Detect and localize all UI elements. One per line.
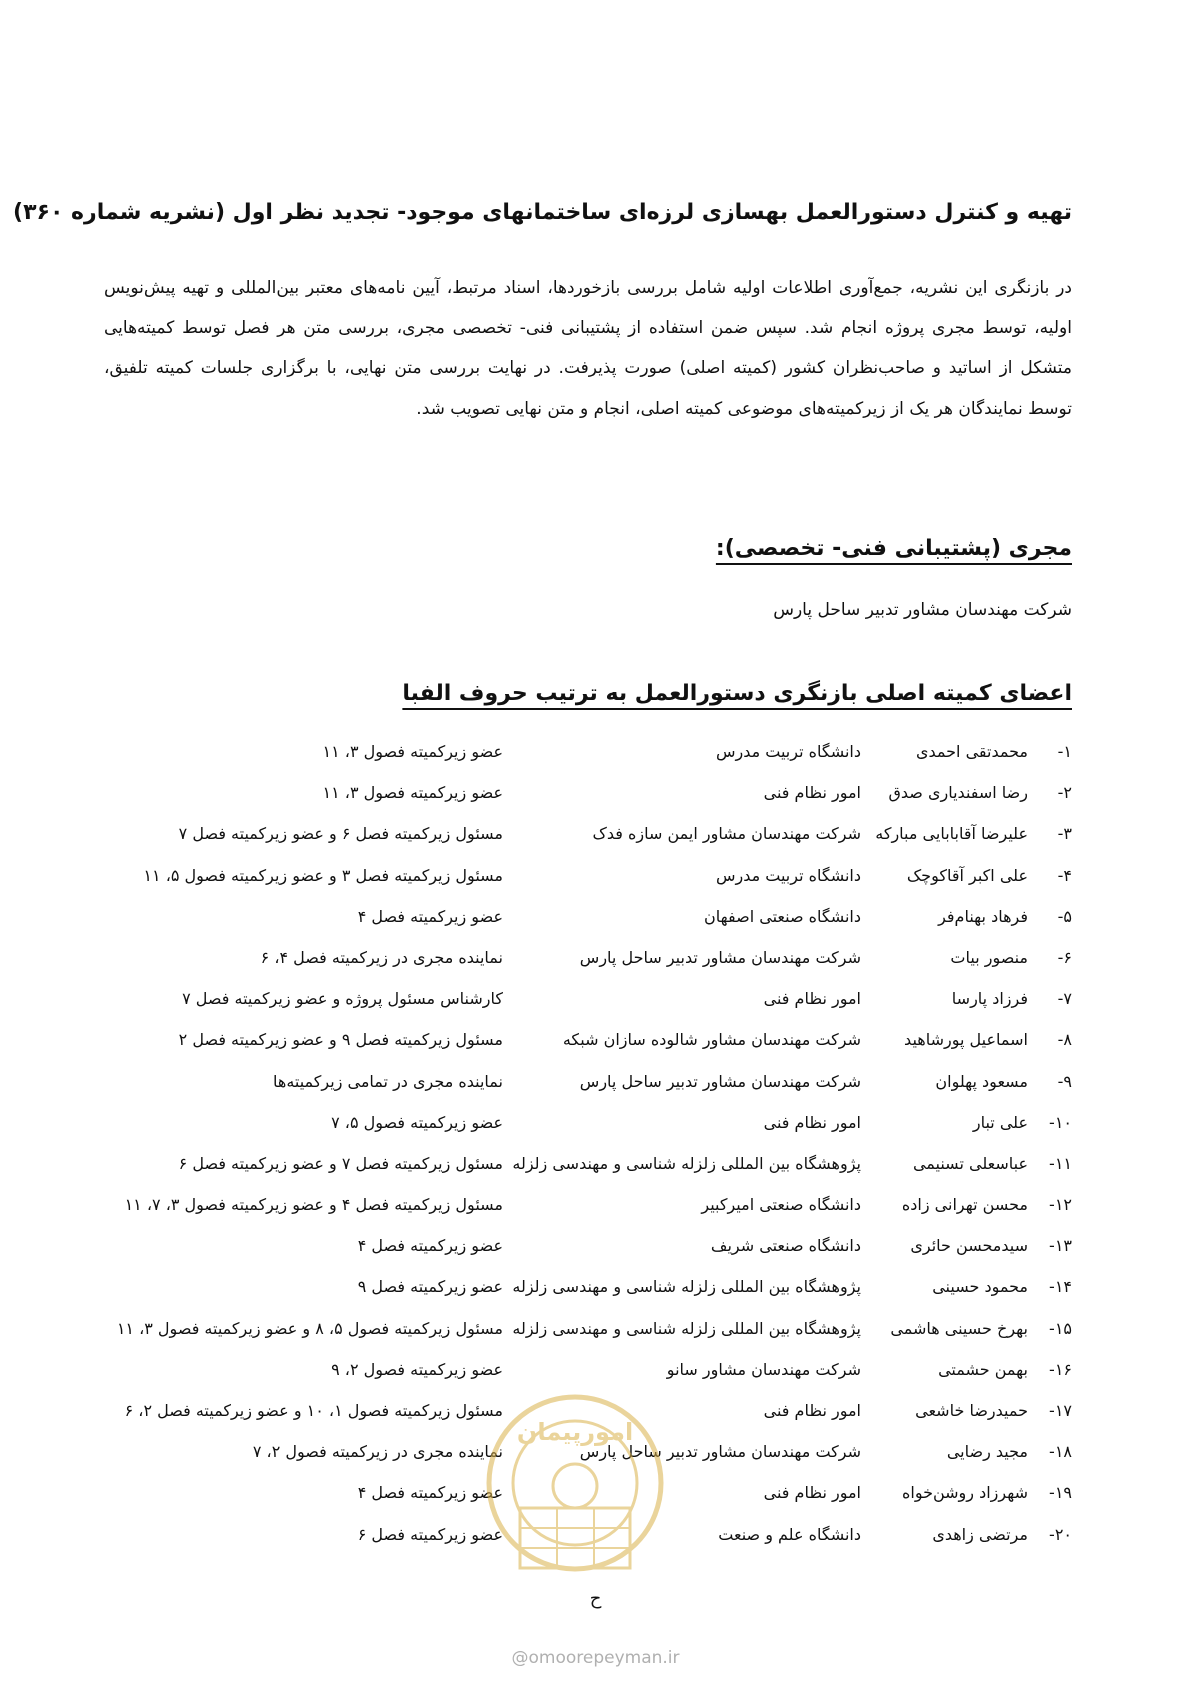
member-name: سیدمحسن حائری [910,1236,1028,1256]
member-name: فرهاد بهنام‌فر [938,906,1028,926]
member-role: نماینده مجری در زیرکمیته فصول ۲، ۷ [252,1442,503,1462]
member-role: نماینده مجری در زیرکمیته فصل ۴، ۶ [260,947,503,967]
member-name: محمود حسینی [932,1277,1028,1297]
member-number: ۱- [1057,742,1072,761]
member-row [0,866,1191,907]
member-name: مسعود پهلوان [935,1071,1028,1091]
member-organization: شرکت مهندسان مشاور شالوده سازان شبکه [562,1030,861,1050]
member-role: عضو زیرکمیته فصل ۴ [357,1483,503,1503]
member-row [0,1030,1191,1071]
member-role: مسئول زیرکمیته فصل ۴ و عضو زیرکمیته فصول ۳، ۷، ۱۱ [124,1195,503,1215]
member-number: ۱۵- [1049,1318,1072,1338]
member-name: علیرضا آقابابایی مبارکه [875,824,1028,844]
member-role: مسئول زیرکمیته فصول ۱، ۱۰ و عضو زیرکمیته فصل ۲، ۶ [124,1401,503,1420]
executor-heading: مجری (پشتیبانی فنی- تخصصی): [715,536,1072,561]
member-name: علی اکبر آقاکوچک [906,865,1028,885]
member-role: عضو زیرکمیته فصل ۹ [357,1277,503,1297]
member-number: ۹- [1057,1071,1072,1091]
member-role: عضو زیرکمیته فصول ۲، ۹ [331,1359,503,1379]
page-number: ح [589,1588,602,1609]
member-organization: دانشگاه علم و صنعت [718,1524,861,1544]
member-name: فرزاد پارسا [951,989,1028,1009]
member-organization: شرکت مهندسان مشاور سانو [666,1359,861,1379]
member-name: بهرخ حسینی هاشمی [890,1318,1028,1338]
member-row [0,1154,1191,1195]
member-organization: امور نظام فنی [763,989,861,1009]
watermark: @omoorepeyman.ir [511,1648,680,1668]
member-name: محمدتقی احمدی [915,742,1028,761]
intro-paragraph: در بازنگری این نشریه، جمع‌آوری اطلاعات اولیه شامل بررسی بازخوردها، اسناد مرتبط، آیین نامه‌های معتبر بین‌المللی و تهیه پیش‌نویس اولیه، توسط مجری پروژه انجام شد. سپس ضمن استفاده از پشتیبانی فنی- تخصصی مجری، بررسی متن هر فصل توسط کمیته‌هایی متشکل از اساتید و صاحب‌نظران کشور (کمیته اصلی) صورت پذیرفت. در نهایت بررسی متن نهایی، با برگزاری جلسات کمیته تلفیق، توسط نمایندگان هر یک از زیرکمیته‌های موضوعی کمیته اصلی، انجام و متن نهایی تصویب شد. [104,278,1072,419]
member-organization: پژوهشگاه بین المللی زلزله شناسی و مهندسی زلزله [512,1153,861,1173]
member-role: عضو زیرکمیته فصول ۵، ۷ [331,1112,503,1132]
members-heading: اعضای کمیته اصلی بازنگری دستورالعمل به ترتیب حروف الفبا [402,681,1072,706]
member-number: ۱۰- [1049,1112,1072,1132]
member-row [0,1319,1191,1360]
member-number: ۱۴- [1049,1277,1072,1297]
member-role: نماینده مجری در تمامی زیرکمیته‌ها [273,1071,503,1091]
member-number: ۵- [1057,906,1072,926]
member-number: ۱۹- [1049,1483,1072,1503]
member-row [0,824,1191,865]
member-organization: امور نظام فنی [763,1401,861,1420]
member-name: مرتضی زاهدی [932,1524,1028,1544]
member-row [0,1277,1191,1318]
member-row [0,783,1191,824]
member-name: منصور بیات [950,947,1028,967]
member-organization: پژوهشگاه بین المللی زلزله شناسی و مهندسی زلزله [512,1318,861,1338]
stamp-text: امورپیمان [516,1418,634,1446]
member-role: عضو زیرکمیته فصول ۳، ۱۱ [322,742,503,761]
member-organization: شرکت مهندسان مشاور تدبیر ساحل پارس [579,1442,861,1462]
member-role: مسئول زیرکمیته فصل ۶ و عضو زیرکمیته فصل ۷ [178,824,503,844]
member-row [0,1113,1191,1154]
member-organization: شرکت مهندسان مشاور تدبیر ساحل پارس [579,1071,861,1091]
member-role: مسئول زیرکمیته فصول ۵، ۸ و عضو زیرکمیته فصول ۳، ۱۱ [116,1318,503,1338]
member-organization: دانشگاه صنعتی شریف [710,1236,861,1256]
member-number: ۴- [1057,865,1072,885]
member-organization: شرکت مهندسان مشاور تدبیر ساحل پارس [579,947,861,967]
member-organization: دانشگاه صنعتی امیرکبیر [701,1195,861,1215]
member-name: حمیدرضا خاشعی [915,1401,1028,1420]
member-number: ۷- [1057,989,1072,1009]
member-role: عضو زیرکمیته فصول ۳، ۱۱ [322,783,503,803]
stamp-logo-icon [480,1388,670,1598]
member-role: کارشناس مسئول پروژه و عضو زیرکمیته فصل ۷ [182,989,503,1009]
member-name: محسن تهرانی زاده [901,1195,1028,1215]
member-role: عضو زیرکمیته فصل ۶ [357,1524,503,1544]
member-name: عباسعلی تسنیمی [912,1153,1028,1173]
member-organization: دانشگاه تربیت مدرس [715,865,861,885]
member-name: اسماعیل پورشاهید [904,1030,1028,1050]
member-role: عضو زیرکمیته فصل ۴ [357,1236,503,1256]
member-organization: پژوهشگاه بین المللی زلزله شناسی و مهندسی زلزله [512,1277,861,1297]
executor-name: شرکت مهندسان مشاور تدبیر ساحل پارس [773,600,1072,620]
member-number: ۲- [1057,783,1072,803]
member-organization: دانشگاه تربیت مدرس [715,742,861,761]
member-number: ۱۱- [1049,1153,1072,1173]
member-name: علی تبار [972,1112,1028,1132]
member-name: مجید رضایی [946,1442,1028,1462]
member-row [0,1236,1191,1277]
member-number: ۶- [1057,947,1072,967]
member-number: ۱۸- [1049,1442,1072,1462]
member-name: بهمن حشمتی [938,1359,1028,1379]
member-number: ۱۷- [1049,1401,1072,1420]
member-row [0,907,1191,948]
member-row [0,989,1191,1030]
member-number: ۳- [1057,824,1072,844]
member-number: ۱۲- [1049,1195,1072,1215]
member-organization: امور نظام فنی [763,1112,861,1132]
member-row [0,948,1191,989]
member-name: شهرزاد روشن‌خواه [901,1483,1028,1503]
member-organization: امور نظام فنی [763,783,861,803]
member-number: ۸- [1057,1030,1072,1050]
member-organization: دانشگاه صنعتی اصفهان [704,906,861,926]
member-row [0,1072,1191,1113]
member-number: ۱۳- [1049,1236,1072,1256]
member-name: رضا اسفندیاری صدق [888,783,1028,803]
member-organization: امور نظام فنی [763,1483,861,1503]
document-title: تهیه و کنترل دستورالعمل بهسازی لرزه‌ای ساختمانهای موجود- تجدید نظر اول (نشریه شماره ۳۶۰) [13,200,1072,225]
member-number: ۱۶- [1049,1359,1072,1379]
member-role: مسئول زیرکمیته فصل ۷ و عضو زیرکمیته فصل ۶ [178,1153,503,1173]
member-number: ۲۰- [1049,1524,1072,1544]
member-organization: شرکت مهندسان مشاور ایمن سازه فدک [592,824,861,844]
member-role: عضو زیرکمیته فصل ۴ [357,906,503,926]
member-row [0,742,1191,783]
member-row [0,1195,1191,1236]
member-role: مسئول زیرکمیته فصل ۹ و عضو زیرکمیته فصل ۲ [178,1030,503,1050]
member-role: مسئول زیرکمیته فصل ۳ و عضو زیرکمیته فصول ۵، ۱۱ [143,865,503,885]
